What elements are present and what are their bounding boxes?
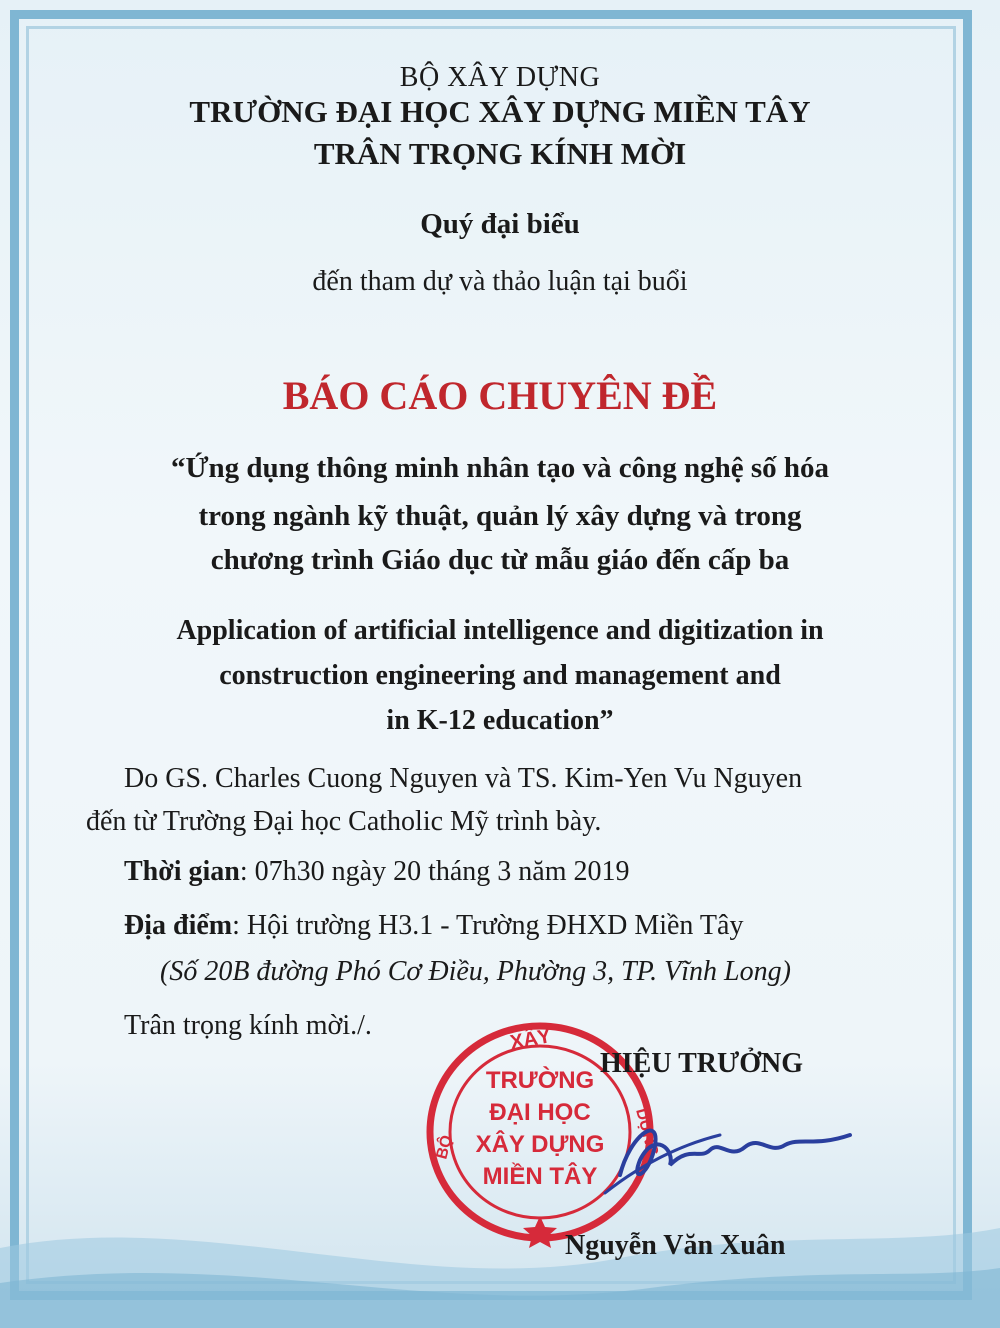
presenters-line: đến từ Trường Đại học Catholic Mỹ trình bày. (86, 806, 602, 837)
place-label: Địa điểm (124, 910, 233, 941)
stamp-star-icon (523, 1216, 557, 1248)
stamp-line: ĐẠI HỌC (489, 1099, 591, 1126)
place-value: : Hội trường H3.1 - Trường ĐHXD Miền Tây (232, 910, 744, 941)
ministry-name: BỘ XÂY DỰNG (399, 62, 601, 93)
stamp-line: MIỀN TÂY (482, 1163, 598, 1190)
time-row (124, 856, 630, 888)
stamp-line: XÂY DỰNG (475, 1131, 605, 1158)
addressee: Quý đại biểu (420, 208, 580, 240)
presenters-line: Do GS. Charles Cuong Nguyen và TS. Kim-Yen Vu Nguyen (124, 763, 803, 794)
place-row (124, 910, 743, 942)
attend-text: đến tham dự và thảo luận tại buổi (312, 266, 688, 297)
time-value: : 07h30 ngày 20 tháng 3 năm 2019 (239, 856, 630, 887)
stamp-line: TRƯỜNG (485, 1067, 595, 1094)
title-en-line: construction engineering and management and (219, 660, 781, 691)
title-vi-line: chương trình Giáo dục từ mẫu giáo đến cấp ba (210, 544, 790, 576)
signatory-name: Nguyễn Văn Xuân (565, 1230, 786, 1261)
stamp-top-text: XÂY (508, 1025, 553, 1054)
stamp-right-text: DỰNG (632, 1106, 662, 1159)
signatory-title: HIỆU TRƯỞNG (600, 1048, 804, 1079)
stamp-left-text: BỘ (433, 1133, 457, 1162)
university-name: TRƯỜNG ĐẠI HỌC XÂY DỰNG MIỀN TÂY (189, 94, 811, 129)
time-label: Thời gian (124, 856, 240, 887)
event-type: BÁO CÁO CHUYÊN ĐỀ (282, 373, 718, 418)
title-vi-line: “Ứng dụng thông minh nhân tạo và công nghệ số hóa (170, 452, 830, 484)
title-en-line: Application of artificial intelligence and digitization in (176, 615, 824, 646)
title-en-line: in K-12 education” (386, 705, 614, 736)
closing-text: Trân trọng kính mời./. (124, 1010, 372, 1041)
address: (Số 20B đường Phó Cơ Điều, Phường 3, TP. Vĩnh Long) (160, 956, 791, 987)
title-vi-line: trong ngành kỹ thuật, quản lý xây dựng và trong (198, 500, 802, 532)
invitation-heading: TRÂN TRỌNG KÍNH MỜI (313, 136, 687, 171)
handwritten-signature (600, 1105, 860, 1195)
